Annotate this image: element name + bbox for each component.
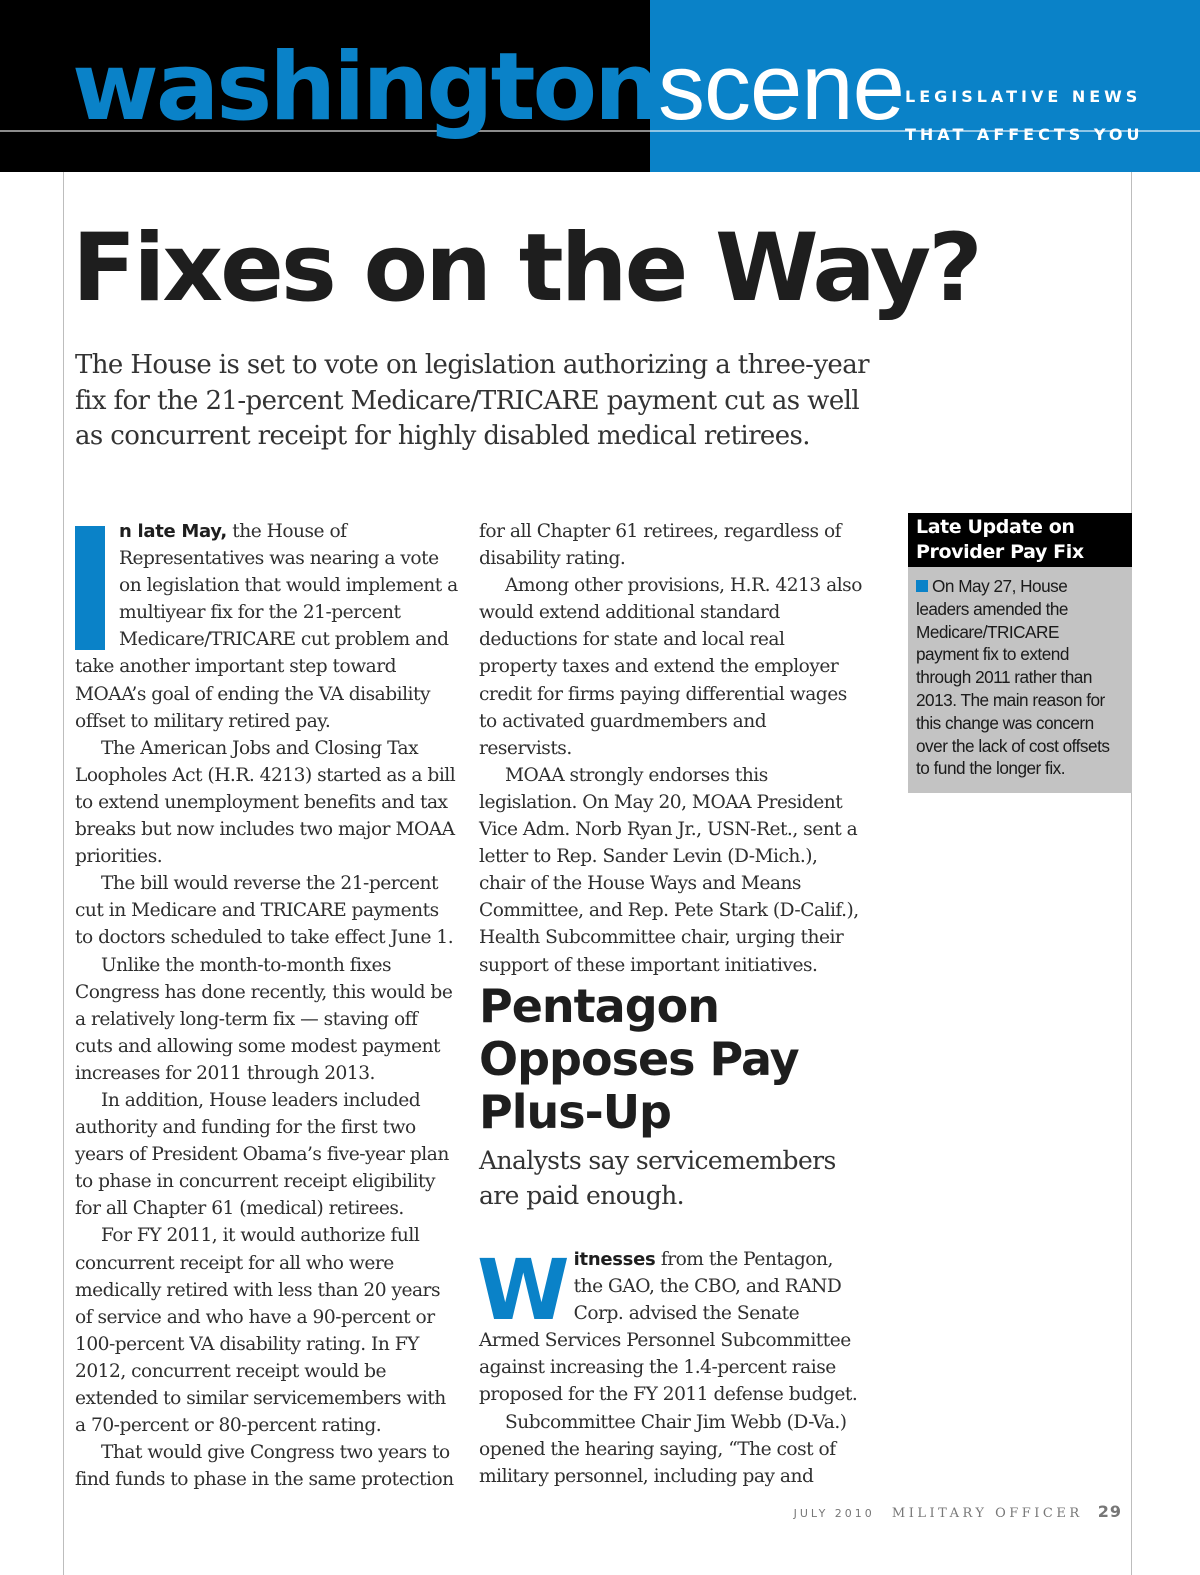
article-column-1 <box>75 518 460 1493</box>
page-number: 29 <box>1097 1502 1122 1521</box>
article-column-2 <box>479 518 864 979</box>
footer-date: JULY 2010 <box>793 1507 875 1520</box>
tagline-line-1: LEGISLATIVE NEWS <box>905 87 1142 106</box>
tagline <box>905 78 1143 154</box>
article-paragraph: MOAA strongly endorses this legislation. On May 20, MOAA President Vice Adm. Norb Ryan Jr., USN-Ret., sent a letter to Rep. Sander Levin (D-Mich.), chair of the House Ways and Means Committee, and Rep. Pete Stark (D-Calif.), Health Subcommittee chair, urging their support of these important initiatives. <box>479 764 859 976</box>
second-article-paragraph-2: Subcommittee Chair Jim Webb (D-Va.) opened the hearing saying, “The cost of military personnel, including pay and <box>479 1411 847 1487</box>
sidebar-text: On May 27, House leaders amended the Medicare/TRICARE payment fix to extend through 2011 rather than 2013. The main reason for this change was concern over the lack of cost offsets to fund the longer fix. <box>916 576 1110 779</box>
article-paragraph: Unlike the month-to-month fixes Congress has done recently, this would be a relatively long-term fix — staving off cuts and allowing some modest payment increases for 2011 through 2013. <box>75 954 453 1084</box>
article-paragraph: The American Jobs and Closing Tax Loopholes Act (H.R. 4213) started as a bill to extend unemployment benefits and tax breaks but now includes two major MOAA priorities. <box>75 737 456 868</box>
page-frame-right <box>1131 172 1132 1575</box>
second-article-deck: Analysts say servicemembers are paid enough. <box>479 1146 836 1210</box>
tagline-line-2: THAT AFFECTS YOU <box>905 125 1144 144</box>
article-continuation: for all Chapter 61 retirees, regardless of disability rating. <box>479 521 842 570</box>
masthead <box>72 33 904 142</box>
drop-cap-i <box>75 526 105 650</box>
second-article-header <box>479 980 879 1213</box>
second-article-paragraph-1 <box>477 1241 864 1409</box>
masthead-scene: scene <box>658 34 904 139</box>
masthead-washington: washington <box>72 33 659 142</box>
header-banner <box>0 0 1200 172</box>
sidebar-body <box>908 567 1132 780</box>
second-paragraph-1-text: from the Pentagon, the GAO, the CBO, and RAND Corp. advised the Senate Armed Services Personnel Subcommittee against increasing the 1.4-percent raise proposed for the FY 2011 defense budget. <box>479 1249 858 1406</box>
article-paragraph: That would give Congress two years to find funds to phase in the same protection <box>75 1442 454 1491</box>
article-paragraph: For FY 2011, it would authorize full concurrent receipt for all who were medically retired with less than 20 years of service and who have a 90-percent or 100-percent VA disability rating. In FY 2012, concurrent receipt would be extended to similar servicemembers with a 70-percent or 80-percent rating. <box>75 1225 446 1437</box>
article-paragraph: Among other provisions, H.R. 4213 also would extend additional standard deductions for state and local real property taxes and extend the employer credit for firms paying differential wages to activated guardmembers and reservists. <box>479 575 862 759</box>
second-lead-in: itnesses <box>573 1249 656 1270</box>
lead-in: n late May, <box>119 521 227 542</box>
article-paragraph: In addition, House leaders included authority and funding for the first two years of President Obama’s five-year plan to phase in concurrent receipt eligibility for all Chapter 61 (medical) retirees. <box>75 1089 449 1220</box>
article-deck: The House is set to vote on legislation authorizing a three-year fix for the 21-percent Medicare/TRICARE payment cut as well as concurrent receipt for highly disabled medical retirees. <box>75 350 869 451</box>
second-article-title: Pentagon Opposes Pay Plus-Up <box>479 979 799 1139</box>
footer-magazine: MILITARY OFFICER <box>891 1506 1083 1521</box>
article-headline: Fixes on the Way? <box>72 214 980 323</box>
second-article-body <box>477 1241 864 1490</box>
page-frame-left <box>63 172 64 1575</box>
article-paragraph: The bill would reverse the 21-percent cut in Medicare and TRICARE payments to doctors scheduled to take effect June 1. <box>75 873 454 949</box>
article-paragraph-1 <box>75 518 460 735</box>
page-footer <box>794 1502 1122 1521</box>
drop-cap-w: W <box>477 1241 566 1339</box>
paragraph-1-text: the House of Representatives was nearing a vote on legislation that would implement a multiyear fix for the 21-percent Medicare/TRICARE cut problem and take another important step toward MOAA’s goal of ending the VA disability offset to military retired pay. <box>75 521 458 732</box>
late-update-sidebar <box>908 513 1132 793</box>
bullet-square-icon <box>916 580 928 592</box>
sidebar-title: Late Update on Provider Pay Fix <box>908 513 1132 567</box>
